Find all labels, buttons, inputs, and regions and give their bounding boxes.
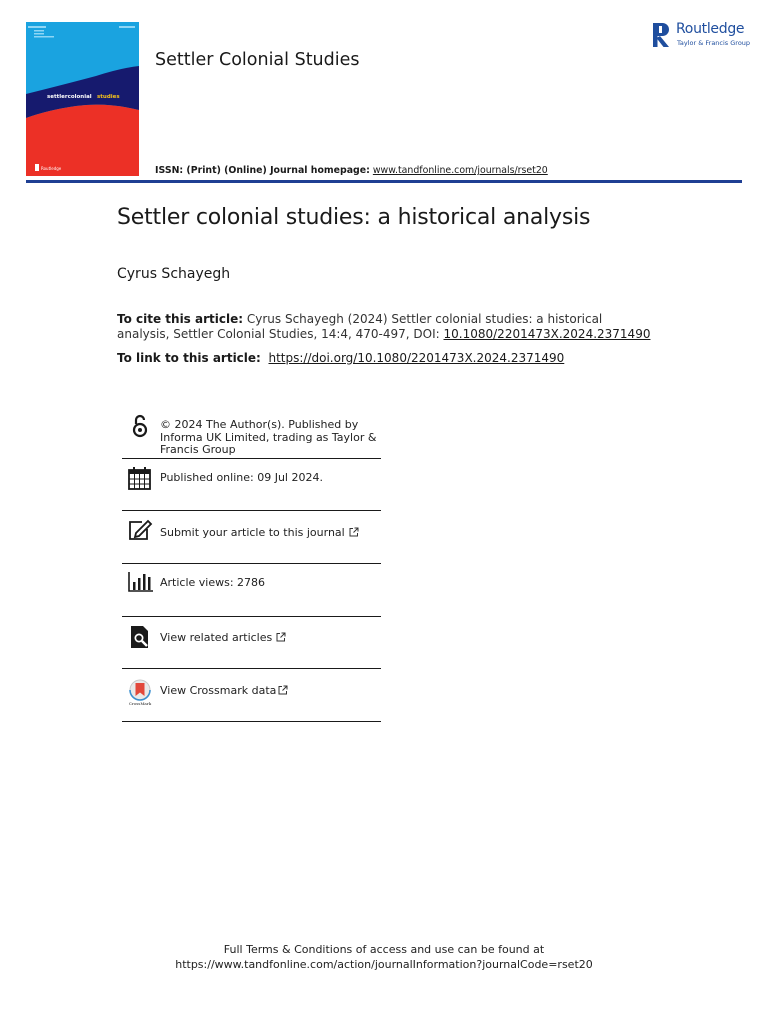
- citation-block: [117, 312, 657, 341]
- copyright-text: © 2024 The Author(s). Published by Informa UK Limited, trading as Taylor & Francis Group: [160, 418, 377, 456]
- crossmark-row[interactable]: [122, 674, 381, 722]
- crossmark-logo-text: CrossMark: [128, 701, 152, 706]
- search-document-icon: [127, 624, 153, 650]
- article-views-text: Article views: 2786: [160, 576, 266, 589]
- journal-name: Settler Colonial Studies: [155, 50, 360, 70]
- journal-cover-image: [26, 22, 139, 176]
- cite-doi-link[interactable]: 10.1080/2201473X.2024.2371490: [443, 326, 651, 341]
- routledge-logo-icon: [652, 20, 672, 50]
- article-title: Settler colonial studies: a historical analysis: [117, 205, 591, 230]
- submit-article-label: Submit your article to this journal: [160, 526, 345, 539]
- journal-homepage-link[interactable]: www.tandfonline.com/journals/rset20: [372, 165, 548, 176]
- article-link-block: [117, 351, 564, 366]
- publisher-logo[interactable]: [652, 20, 751, 52]
- submit-article-link[interactable]: [160, 527, 384, 540]
- edit-icon: [127, 518, 153, 544]
- cite-text: Cyrus Schayegh (2024) Settler colonial studies: a historical analysis, Settler Colonial Studies, 14:4, 470-497, DOI:: [117, 312, 603, 341]
- issn-line: [155, 165, 548, 176]
- issn-label: ISSN: (Print) (Online) Journal homepage:: [155, 165, 370, 176]
- crossmark-link[interactable]: [160, 685, 384, 698]
- published-date-text: Published online: 09 Jul 2024.: [160, 471, 323, 484]
- header-divider: [26, 180, 742, 183]
- related-articles-row[interactable]: [122, 622, 381, 669]
- footer-line-1: Full Terms & Conditions of access and use can be found at: [223, 943, 545, 956]
- related-articles-label: View related articles: [160, 631, 273, 644]
- crossmark-label: View Crossmark data: [160, 684, 277, 697]
- publisher-name: Routledge: [676, 21, 745, 37]
- related-articles-link[interactable]: [160, 632, 384, 645]
- cover-title-part1: settlercolonial: [47, 94, 92, 100]
- cite-label: To cite this article:: [117, 312, 244, 326]
- cover-title-part2: studies: [97, 94, 120, 100]
- external-link-icon: [276, 632, 286, 642]
- external-link-icon: [278, 685, 288, 695]
- submit-article-row[interactable]: [122, 516, 381, 564]
- published-row: [122, 464, 381, 511]
- calendar-icon: [127, 465, 153, 491]
- cover-publisher-mark: Routledge: [41, 166, 62, 171]
- open-access-icon: [127, 413, 153, 439]
- article-views-row: [122, 569, 381, 617]
- external-link-icon: [349, 527, 359, 537]
- article-author: Cyrus Schayegh: [117, 266, 231, 282]
- article-doi-link[interactable]: https://doi.org/10.1080/2201473X.2024.2371490: [268, 351, 565, 365]
- open-access-row: [122, 413, 381, 459]
- link-label: To link to this article:: [117, 351, 261, 365]
- crossmark-icon: [126, 678, 154, 706]
- footer-terms-link[interactable]: https://www.tandfonline.com/action/journalInformation?journalCode=rset20: [175, 958, 593, 971]
- bar-chart-icon: [127, 569, 153, 595]
- publisher-subtitle: Taylor & Francis Group: [677, 39, 751, 47]
- footer-terms: [0, 942, 768, 972]
